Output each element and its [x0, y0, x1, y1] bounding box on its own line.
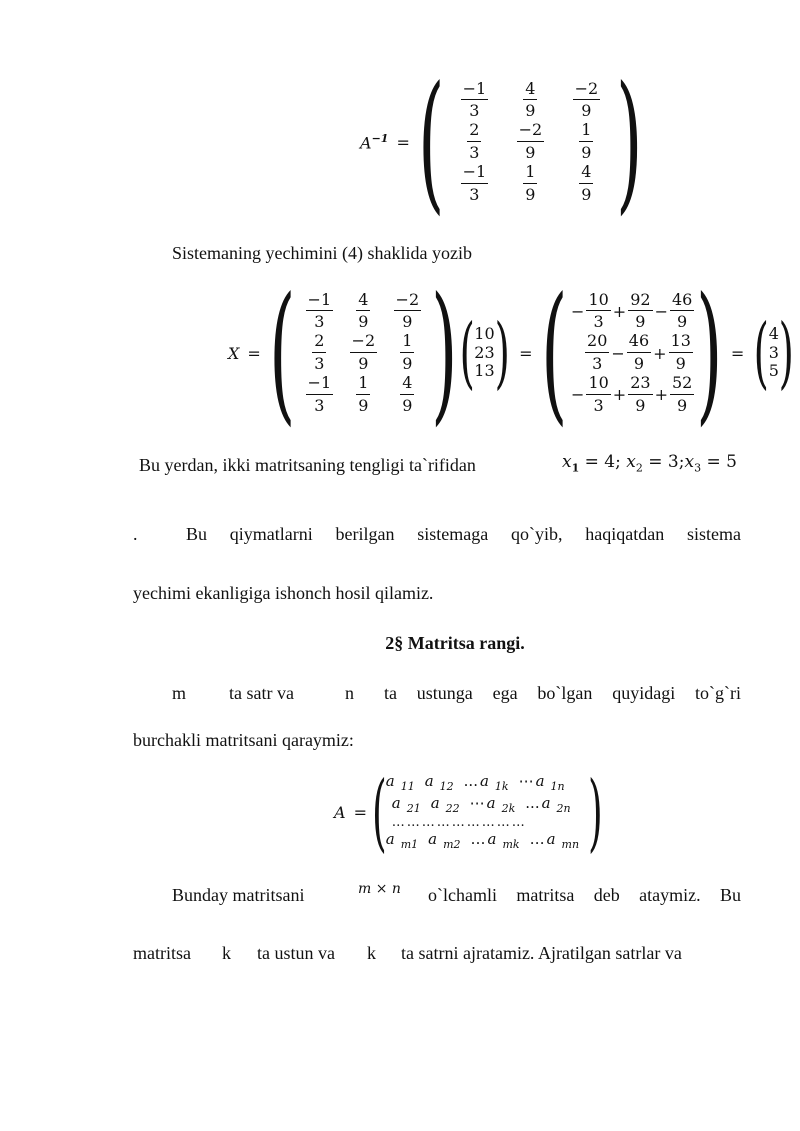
result-vector-body — [769, 325, 779, 380]
general-row-dots: ……………………… — [391, 814, 527, 830]
x-solution-equation — [228, 266, 795, 440]
denominator: 3 — [593, 395, 604, 415]
paragraph-6-w3: ta satrni ajratamiz. Ajratilgan satrlar va — [401, 943, 682, 963]
denominator: 9 — [402, 312, 413, 332]
right-paren-icon: ) — [431, 266, 458, 440]
numerator: −1 — [306, 292, 334, 312]
operator: − — [654, 301, 668, 321]
fraction — [306, 372, 334, 415]
denominator: 9 — [525, 143, 536, 162]
paragraph-3-dot: . — [133, 524, 138, 544]
numerator: −2 — [573, 81, 601, 101]
numerator: 46 — [627, 333, 651, 353]
numerator: 2 — [312, 333, 326, 353]
vector-b — [458, 308, 511, 398]
numerator: 4 — [523, 81, 537, 101]
general-matrix-equation — [334, 763, 603, 861]
denominator: 9 — [581, 143, 592, 162]
expression-row — [569, 289, 694, 332]
paragraph-2: Bu yerdan, ikki matritsaning tengligi ta`rifidan — [139, 455, 476, 475]
vector-b-body — [474, 325, 494, 380]
numerator: 4 — [579, 164, 593, 184]
fraction — [350, 333, 378, 373]
solution-values: $x_1 = 4$; $x_2$ = $3;x_3 = 5$ — [562, 452, 737, 475]
left-paren-icon: ( — [371, 763, 387, 861]
operator: + — [653, 343, 667, 363]
numerator: −2 — [517, 122, 545, 142]
numerator: 10 — [586, 292, 610, 312]
denominator: 9 — [581, 184, 592, 204]
matrix-element: a $_{1n}$ — [535, 772, 565, 794]
denominator: 3 — [593, 312, 604, 332]
operator: − — [571, 385, 585, 405]
inverse-matrix-copy-body — [297, 289, 429, 415]
fraction — [394, 289, 422, 332]
matrix-element: a $_{m2}$ — [428, 830, 461, 852]
matrix-element: a $_{mk}$ — [487, 830, 520, 852]
general-matrix-body — [386, 772, 589, 851]
denominator: 3 — [592, 354, 603, 373]
left-paren-icon: ( — [540, 266, 567, 440]
denominator: 9 — [677, 395, 688, 415]
numerator: 2 — [467, 122, 481, 142]
fraction — [312, 333, 326, 373]
numerator: 10 — [586, 375, 610, 395]
x-lhs: X — [228, 343, 240, 363]
right-paren-icon: ) — [494, 308, 510, 398]
ellipsis: … — [470, 830, 486, 849]
general-row-4 — [386, 830, 589, 851]
matrix-element: a $_{m1}$ — [385, 830, 419, 852]
matrix-element: a $_{21}$ — [391, 793, 421, 815]
paragraph-3-line-2: yechimi ekanligiga ishonch hosil qilamiz. — [133, 583, 434, 603]
matrix-element: a $_{2k}$ — [486, 793, 516, 815]
paragraph-6-k1: k — [222, 943, 231, 963]
section-heading: 2§ Matritsa rangi. — [385, 633, 525, 653]
general-lhs: A — [334, 802, 346, 822]
expression-row — [569, 333, 693, 373]
fraction — [586, 372, 610, 415]
numerator: 4 — [356, 292, 370, 312]
denominator: 9 — [402, 395, 413, 415]
expression-row — [569, 372, 694, 415]
ellipsis: ... — [463, 772, 478, 791]
ellipsis: ... — [525, 793, 540, 812]
fraction — [467, 122, 481, 162]
numerator: 46 — [670, 292, 694, 312]
operator: + — [612, 385, 627, 405]
right-paren-icon: ) — [778, 308, 794, 398]
denominator: 9 — [358, 354, 369, 373]
fraction — [573, 78, 601, 121]
paragraph-1: Sistemaning yechimini (4) shaklida yozib — [172, 243, 472, 263]
paragraph-4-w2: ta ustunga ega bo`lgan quyidagi to`g`ri — [384, 683, 741, 703]
numerator: 1 — [523, 164, 537, 184]
fraction — [517, 122, 545, 162]
vector-entry: 23 — [474, 342, 495, 362]
operator: − — [611, 343, 625, 363]
general-row-2 — [386, 794, 581, 815]
matrix-element: a $_{mn}$ — [546, 830, 580, 852]
fraction — [461, 78, 489, 121]
numerator: 1 — [400, 333, 414, 353]
paragraph-6-k2: k — [367, 943, 376, 963]
paragraph-4-line-2: burchakli matritsani qaraymiz: — [133, 730, 354, 750]
denominator: 9 — [358, 312, 369, 332]
general-matrix — [371, 763, 603, 861]
inverse-matrix-body — [446, 78, 614, 204]
fraction — [523, 78, 537, 121]
dimension-label: m × n — [358, 881, 401, 897]
fraction — [579, 161, 593, 204]
inverse-matrix — [417, 55, 643, 229]
inverse-lhs: $A^{-1}$ — [360, 131, 389, 153]
denominator: 9 — [635, 395, 646, 415]
denominator: 9 — [635, 312, 646, 332]
ellipsis: ⋯ — [469, 793, 485, 812]
paragraph-6-w1: matritsa — [133, 943, 191, 963]
vector-entry: 13 — [474, 361, 495, 381]
vector-entry: 5 — [768, 361, 779, 381]
matrix-element: a $_{2n}$ — [541, 793, 571, 815]
equals-sign: = — [353, 802, 367, 822]
operator: − — [571, 301, 585, 321]
numerator: −1 — [461, 164, 489, 184]
denominator: 9 — [581, 101, 592, 121]
inverse-matrix-copy — [268, 266, 458, 440]
left-paren-icon: ( — [417, 55, 445, 229]
matrix-element: a $_{1k}$ — [479, 772, 509, 794]
equals-sign-1: = — [247, 343, 261, 363]
denominator: 3 — [469, 101, 480, 121]
expression-matrix-body — [569, 289, 694, 415]
numerator: 13 — [669, 333, 693, 353]
matrix-element: a $_{22}$ — [430, 793, 460, 815]
paragraph-5-w1: Bunday matritsani — [172, 885, 305, 905]
denominator: 9 — [358, 395, 369, 415]
numerator: 1 — [356, 375, 370, 395]
numerator: −2 — [394, 292, 422, 312]
fraction — [579, 122, 593, 162]
matrix-element: a $_{12}$ — [424, 772, 454, 794]
paragraph-4-m: m — [172, 683, 187, 703]
paragraph-6-w2: ta ustun va — [257, 943, 335, 963]
numerator: −1 — [306, 375, 334, 395]
denominator: 9 — [677, 312, 688, 332]
fraction — [461, 161, 489, 204]
numerator: −1 — [461, 81, 489, 101]
vector-entry: 3 — [768, 342, 779, 362]
numerator: 1 — [579, 122, 593, 142]
numerator: 20 — [585, 333, 609, 353]
fraction — [306, 289, 334, 332]
numerator: 4 — [400, 375, 414, 395]
equals-sign: = — [396, 132, 410, 152]
fraction — [670, 289, 694, 332]
equals-sign-3: = — [730, 343, 745, 363]
numerator: 92 — [628, 292, 652, 312]
inverse-matrix-equation — [360, 55, 643, 229]
left-paren-icon: ( — [753, 308, 770, 398]
fraction — [627, 333, 651, 373]
fraction — [585, 333, 609, 373]
right-paren-icon: ) — [696, 266, 723, 440]
fraction — [400, 333, 414, 373]
general-row-1 — [386, 772, 575, 793]
fraction — [356, 372, 370, 415]
paragraph-4-w1: ta satr va — [229, 683, 294, 703]
left-paren-icon: ( — [459, 308, 475, 398]
denominator: 9 — [633, 354, 645, 373]
paragraph-5-w2: o`lchamli matritsa deb ataymiz. Bu — [428, 885, 741, 905]
fraction — [400, 372, 414, 415]
fraction — [669, 333, 693, 373]
right-paren-icon: ) — [616, 55, 643, 229]
denominator: 3 — [314, 395, 325, 415]
ellipsis: ⋯ — [518, 772, 534, 791]
denominator: 3 — [314, 312, 325, 332]
numerator: −2 — [350, 333, 378, 353]
fraction — [356, 289, 370, 332]
vector-entry: 4 — [768, 324, 779, 344]
fraction — [628, 289, 652, 332]
fraction — [586, 289, 610, 332]
denominator: 9 — [525, 101, 536, 121]
operator: + — [654, 385, 668, 405]
denominator: 9 — [402, 354, 413, 373]
paragraph-3-line-1: Bu qiymatlarni berilgan sistemaga qo`yib, haqiqatdan sistema — [186, 524, 741, 544]
fraction — [670, 372, 694, 415]
denominator: 3 — [469, 184, 480, 204]
paragraph-4-n: n — [345, 683, 354, 703]
denominator: 9 — [675, 354, 686, 373]
fraction — [628, 372, 652, 415]
equals-sign-2: = — [519, 343, 533, 363]
numerator: 23 — [628, 375, 652, 395]
right-paren-icon: ) — [588, 763, 603, 861]
ellipsis: … — [529, 830, 545, 849]
left-paren-icon: ( — [268, 266, 296, 440]
denominator: 9 — [525, 184, 536, 204]
denominator: 3 — [469, 143, 480, 162]
operator: + — [612, 301, 627, 321]
expression-matrix — [540, 266, 723, 440]
denominator: 3 — [314, 354, 325, 373]
vector-entry: 10 — [474, 324, 495, 344]
matrix-element: a $_{11}$ — [385, 772, 415, 794]
fraction — [523, 161, 537, 204]
result-vector — [752, 308, 795, 398]
numerator: 52 — [670, 375, 694, 395]
